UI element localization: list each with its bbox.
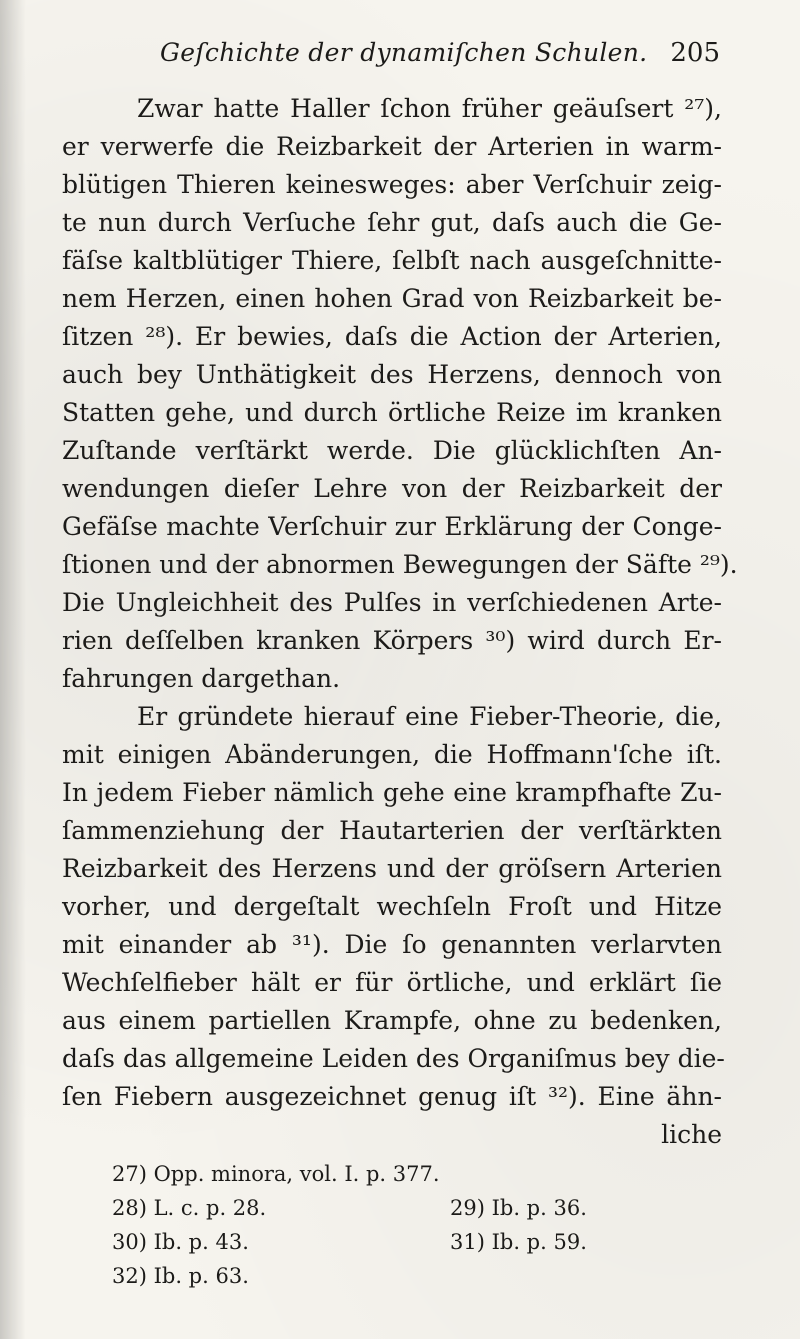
text-line: fäſse kaltblütiger Thiere, ſelbſt nach ausgeſchnitte- bbox=[62, 246, 722, 275]
text-line: Statten gehe, und durch örtliche Reize im kranken bbox=[62, 398, 722, 427]
text-line: Wechſelfieber hält er für örtliche, und erklärt ſie bbox=[62, 968, 722, 997]
text-line: ſtionen und der abnormen Bewegungen der Säfte ²⁹). bbox=[62, 550, 738, 579]
text-line: Die Ungleichheit des Pulſes in verſchiedenen Arte- bbox=[62, 588, 722, 617]
text-line: Er gründete hierauf eine Fieber-Theorie, die, bbox=[137, 702, 722, 731]
text-line: auch bey Unthätigkeit des Herzens, dennoch von bbox=[62, 360, 722, 389]
footnotes bbox=[112, 1157, 632, 1293]
text-line: Gefäſse machte Verſchuir zur Erklärung der Conge- bbox=[62, 512, 722, 541]
text-line: daſs das allgemeine Leiden des Organiſmus bey die- bbox=[62, 1044, 725, 1073]
catchword: liche bbox=[661, 1120, 722, 1149]
text-line: mit einander ab ³¹). Die ſo genannten verlarvten bbox=[62, 930, 722, 959]
text-line: er verwerfe die Reizbarkeit der Arterien in warm- bbox=[62, 132, 722, 161]
text-line: ſen Fiebern ausgezeichnet genug iſt ³²). Eine ähn- bbox=[62, 1082, 722, 1111]
footnote: 32) Ib. p. 63. bbox=[112, 1264, 249, 1288]
text-line: Reizbarkeit des Herzens und der gröſsern Arterien bbox=[62, 854, 722, 883]
text-line: ſammenziehung der Hautarterien der verſtärkten bbox=[62, 816, 722, 845]
footnote: 31) Ib. p. 59. bbox=[450, 1230, 587, 1254]
text-line: te nun durch Verſuche ſehr gut, daſs auch die Ge- bbox=[62, 208, 722, 237]
footnote: 29) Ib. p. 36. bbox=[450, 1196, 587, 1220]
footnote-row bbox=[112, 1225, 632, 1259]
text-line: Zuſtande verſtärkt werde. Die glücklichſten An- bbox=[62, 436, 722, 465]
text-line: rien deſſelben kranken Körpers ³⁰) wird durch Er- bbox=[62, 626, 722, 655]
footnote: 30) Ib. p. 43. bbox=[112, 1230, 249, 1254]
page-gutter-shadow bbox=[0, 0, 26, 1339]
text-line: aus einem partiellen Krampfe, ohne zu bedenken, bbox=[62, 1006, 722, 1035]
footnote-row bbox=[112, 1259, 632, 1293]
text-line: vorher, und dergeſtalt wechſeln Froſt und Hitze bbox=[62, 892, 722, 921]
footnote-row bbox=[112, 1191, 632, 1225]
page-header bbox=[160, 38, 720, 78]
text-line: nem Herzen, einen hohen Grad von Reizbarkeit be- bbox=[62, 284, 722, 313]
footnote-row bbox=[112, 1157, 632, 1191]
text-line: In jedem Fieber nämlich gehe eine krampfhafte Zu- bbox=[62, 778, 722, 807]
footnote: 27) Opp. minora, vol. I. p. 377. bbox=[112, 1162, 440, 1186]
text-line: mit einigen Abänderungen, die Hoffmann'ſche iſt. bbox=[62, 740, 722, 769]
page-number: 205 bbox=[670, 38, 720, 68]
text-line: blütigen Thieren keinesweges: aber Verſchuir zeig- bbox=[62, 170, 722, 199]
text-line: ſitzen ²⁸). Er bewies, daſs die Action der Arterien, bbox=[62, 322, 722, 351]
body-text bbox=[62, 90, 738, 1154]
running-head: Geſchichte der dynamiſchen Schulen. bbox=[160, 38, 648, 67]
text-line: fahrungen dargethan. bbox=[62, 664, 341, 693]
text-line: Zwar hatte Haller ſchon früher geäuſsert ²⁷), bbox=[137, 94, 722, 123]
text-line: wendungen dieſer Lehre von der Reizbarkeit der bbox=[62, 474, 722, 503]
footnote: 28) L. c. p. 28. bbox=[112, 1196, 267, 1220]
